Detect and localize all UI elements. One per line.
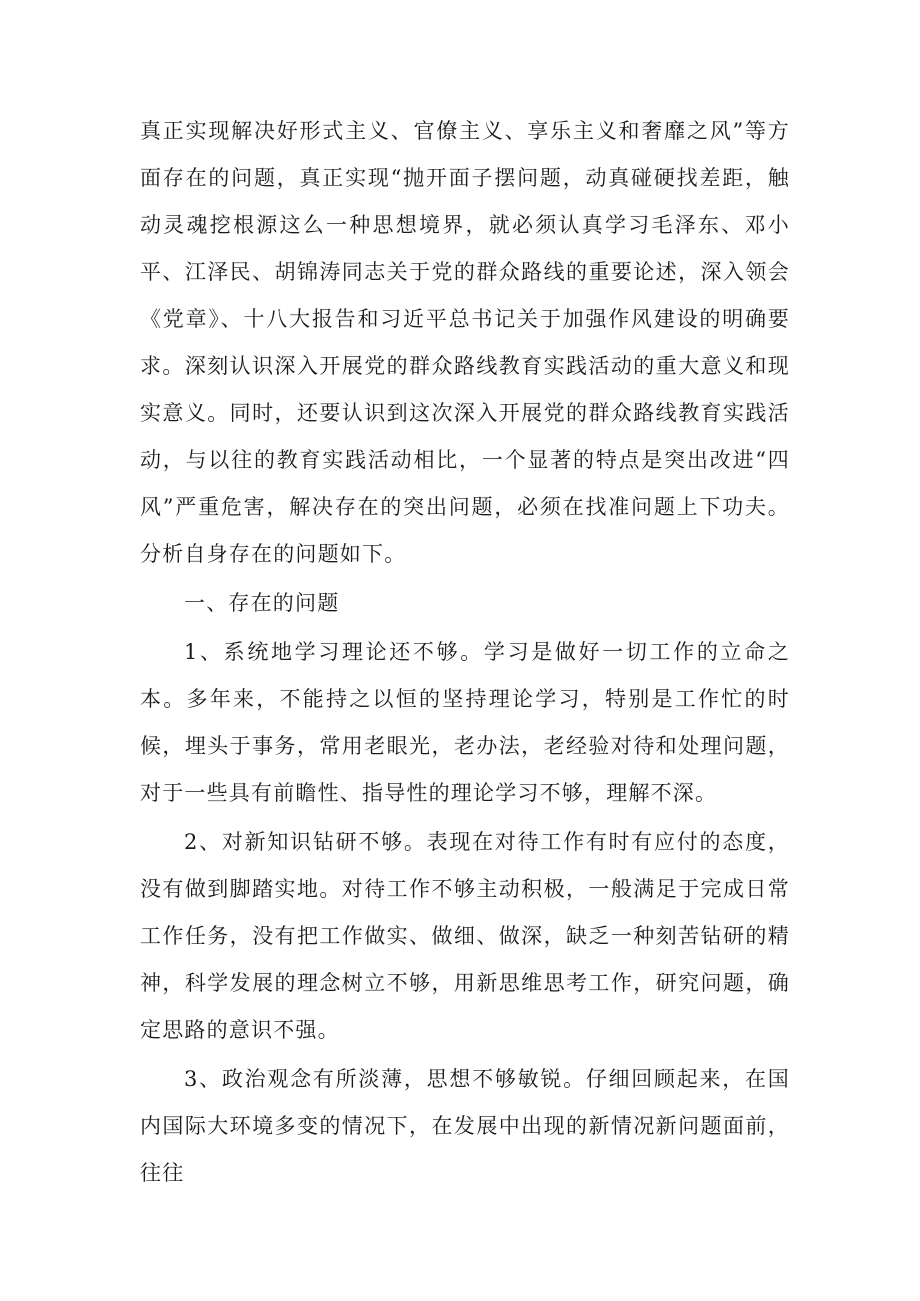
paragraph-continuation: 真正实现解决好形式主义、官僚主义、享乐主义和奢靡之风”等方面存在的问题，真正实现“抛开面子摆问题，动真碰硬找差距，触动灵魂挖根源这么一种思想境界，就必须认真学习毛泽东、邓小平、江泽民、胡锦涛同志关于党的群众路线的重要论述，深入领会《党章》、十八大报告和习近平总书记关于加强作风建设的明确要求。深刻认识深入开展党的群众路线教育实践活动的重大意义和现实意义。同时，还要认识到这次深入开展党的群众路线教育实践活动，与以往的教育实践活动相比，一个显著的特点是突出改进“四风”严重危害，解决存在的突出问题，必须在找准问题上下功夫。分析自身存在的问题如下。 — [140, 119, 790, 566]
paragraph-item-2: 2、对新知识钻研不够。表现在对待工作有时有应付的态度，没有做到脚踏实地。对待工作不够主动积极，一般满足于完成日常工作任务，没有把工作做实、做细、做深，缺乏一种刻苦钻研的精神，科学发展的理念树立不够，用新思维思考工作，研究问题，确定思路的意识不强。 — [140, 830, 790, 1042]
paragraph-item-3: 3、政治观念有所淡薄，思想不够敏锐。仔细回顾起来，在国内国际大环境多变的情况下，在发展中出现的新情况新问题面前，往往 — [140, 1067, 790, 1185]
section-heading-problems: 一、存在的问题 — [184, 591, 340, 615]
document-body — [140, 108, 790, 1197]
paragraph-item-1: 1、系统地学习理论还不够。学习是做好一切工作的立命之本。多年来，不能持之以恒的坚持理论学习，特别是工作忙的时候，埋头于事务，常用老眼光，老办法，老经验对待和处理问题，对于一些具有前瞻性、指导性的理论学习不够，理解不深。 — [140, 640, 790, 805]
